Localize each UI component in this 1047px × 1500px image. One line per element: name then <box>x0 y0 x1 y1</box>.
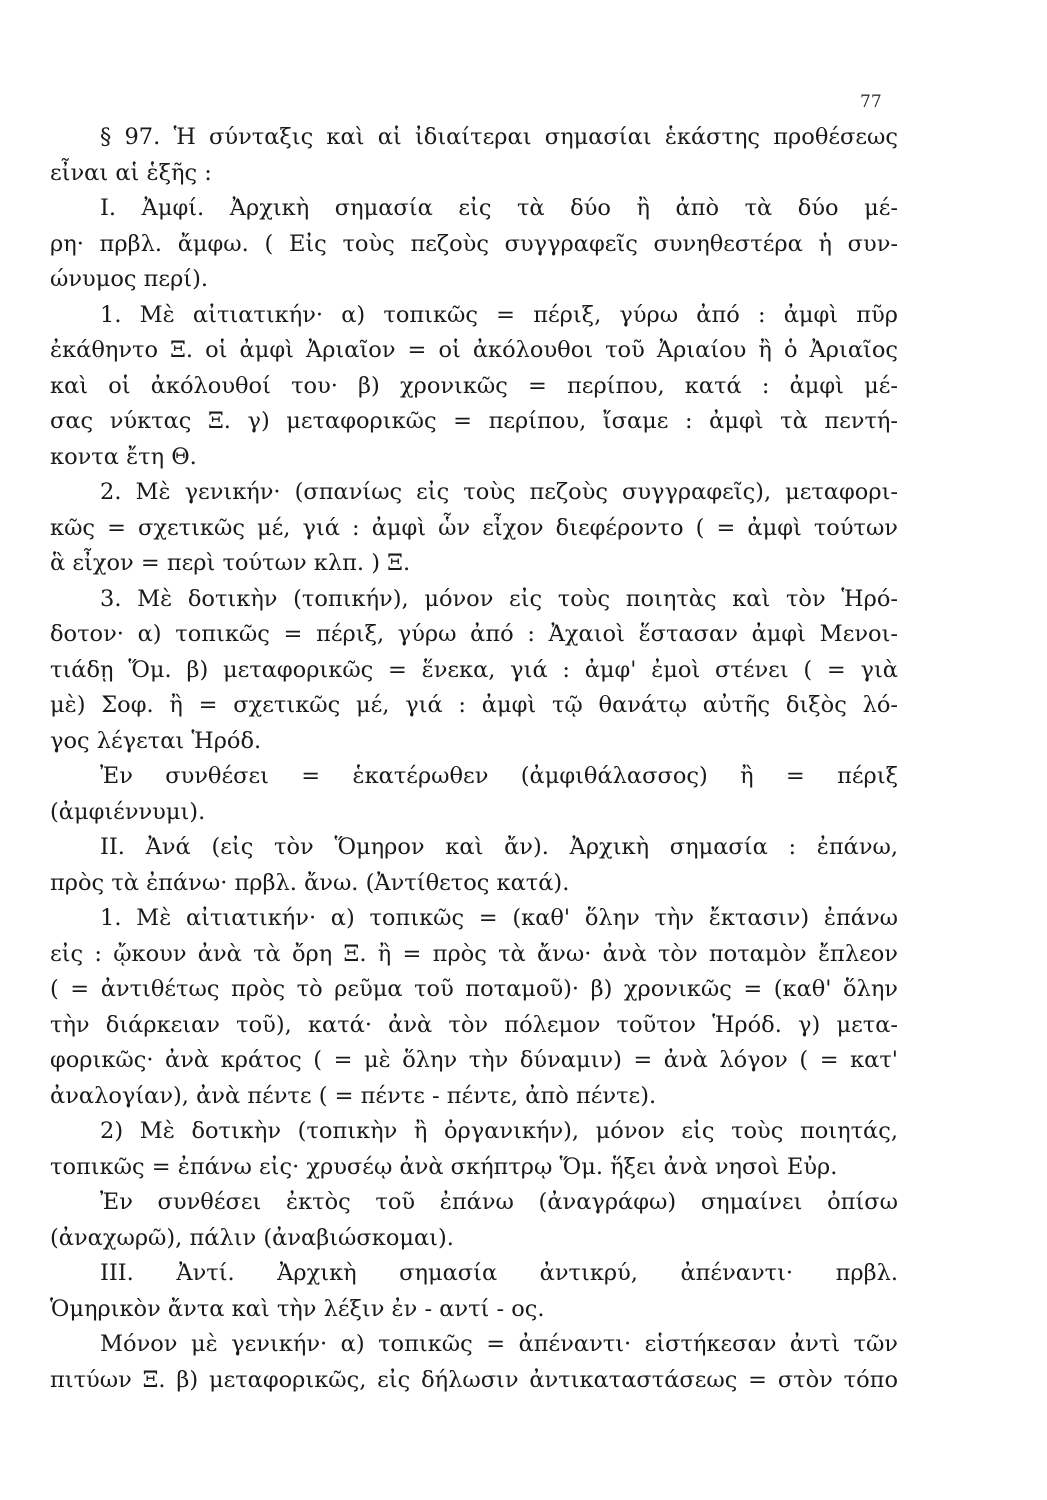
text-line: ἃ εἶχον = περὶ τούτων κλπ. ) Ξ. <box>50 550 411 576</box>
text-line: τὴν διάρκειαν τοῦ), κατά· ἀνὰ τὸν πόλεμον τοῦτον Ἡρόδ. γ) μετα- <box>50 1011 898 1038</box>
text-line: πρὸς τὰ ἐπάνω· πρβλ. ἄνω. (Ἀντίθετος κατά). <box>50 869 570 896</box>
text-line: ΙΙΙ. Ἀντί. Ἀρχικὴ σημασία ἀντικρύ, ἀπέναντι· πρβλ. <box>100 1260 898 1286</box>
text-line: εἰς : ᾤκουν ἀνὰ τὰ ὄρη Ξ. ἢ = πρὸς τὰ ἄνω· ἀνὰ τὸν ποταμὸν ἔπλεον <box>50 940 898 967</box>
text-line: κοντα ἔτη Θ. <box>50 443 197 470</box>
text-line: ἐκάθηντο Ξ. οἱ ἀμφὶ Ἀριαῖον = οἱ ἀκόλουθοι τοῦ Ἀριαίου ἢ ὁ Ἀριαῖος <box>50 337 898 363</box>
text-line: Ἐν συνθέσει ἐκτὸς τοῦ ἐπάνω (ἀναγράφω) σημαίνει ὀπίσω <box>100 1189 898 1215</box>
text-line: Ι. Ἀμφί. Ἀρχικὴ σημασία εἰς τὰ δύο ἢ ἀπὸ τὰ δύο μέ- <box>100 195 898 221</box>
text-line: 2. Μὲ γενικήν· (σπανίως εἰς τοὺς πεζοὺς συγγραφεῖς), μεταφορι- <box>100 479 898 505</box>
text-line: καὶ οἱ ἀκόλουθοί του· β) χρονικῶς = περίπου, κατά : ἀμφὶ μέ- <box>50 372 898 399</box>
text-line: ώνυμος περί). <box>50 266 209 292</box>
text-line: 1. Μὲ αἰτιατικήν· α) τοπικῶς = πέριξ, γύρω ἀπό : ἀμφὶ πῦρ <box>100 301 898 328</box>
text-line: Ὁμηρικὸν ἄντα καὶ τὴν λέξιν ἐν - αντί - ος. <box>50 1295 545 1322</box>
text-line: κῶς = σχετικῶς μέ, γιά : ἀμφὶ ὧν εἶχον διεφέροντο ( = ἀμφὶ τούτων <box>50 514 898 541</box>
text-line: ( = ἀντιθέτως πρὸς τὸ ρεῦμα τοῦ ποταμοῦ)· β) χρονικῶς = (καθ' ὅλην <box>50 976 898 1002</box>
text-line: 3. Μὲ δοτικὴν (τοπικήν), μόνον εἰς τοὺς ποιητὰς καὶ τὸν Ἡρό- <box>100 585 898 612</box>
page-body <box>50 120 898 1398</box>
text-line: πιτύων Ξ. β) μεταφορικῶς, εἰς δήλωσιν ἀντικαταστάσεως = στὸν τόπο <box>50 1366 898 1393</box>
text-line: φορικῶς· ἀνὰ κράτος ( = μὲ ὅλην τὴν δύναμιν) = ἀνὰ λόγον ( = κατ' <box>50 1047 898 1073</box>
text-line: 2) Μὲ δοτικὴν (τοπικὴν ἢ ὀργανικήν), μόνον εἰς τοὺς ποιητάς, <box>100 1118 898 1144</box>
text-line: § 97. Ἡ σύνταξις καὶ αἱ ἰδιαίτεραι σημασίαι ἑκάστης προθέσεως <box>100 124 898 150</box>
text-line: σας νύκτας Ξ. γ) μεταφορικῶς = περίπου, ἴσαμε : ἀμφὶ τὰ πεντή- <box>50 408 898 434</box>
text-line: ἀναλογίαν), ἀνὰ πέντε ( = πέντε - πέντε, ἀπὸ πέντε). <box>50 1082 657 1109</box>
text-line: δοτον· α) τοπικῶς = πέριξ, γύρω ἀπό : Ἀχαιοὶ ἕστασαν ἀμφὶ Μενοι- <box>50 621 898 647</box>
text-line: μὲ) Σοφ. ἢ = σχετικῶς μέ, γιά : ἀμφὶ τῷ θανάτῳ αὐτῆς διξὸς λό- <box>50 692 898 718</box>
text-line: τιάδῃ Ὅμ. β) μεταφορικῶς = ἕνεκα, γιά : ἀμφ' ἐμοὶ στένει ( = γιὰ <box>50 656 898 683</box>
text-line: ΙΙ. Ἀνά (εἰς τὸν Ὅμηρον καὶ ἄν). Ἀρχικὴ σημασία : ἐπάνω, <box>100 834 898 860</box>
text-line: Ἐν συνθέσει = ἑκατέρωθεν (ἀμφιθάλασσος) ἢ = πέριξ <box>100 763 898 789</box>
text-line: 1. Μὲ αἰτιατικήν· α) τοπικῶς = (καθ' ὅλην τὴν ἔκτασιν) ἐπάνω <box>100 905 898 931</box>
text-line: ρη· πρβλ. ἄμφω. ( Εἰς τοὺς πεζοὺς συγγραφεῖς συνηθεστέρα ἡ συν- <box>50 230 898 257</box>
text-line: Μόνον μὲ γενικήν· α) τοπικῶς = ἀπέναντι· εἱστήκεσαν ἀντὶ τῶν <box>100 1331 898 1357</box>
text-line: τοπικῶς = ἐπάνω εἰς· χρυσέῳ ἀνὰ σκήπτρῳ Ὅμ. ἥξει ἀνὰ νησοὶ Εὐρ. <box>50 1153 838 1180</box>
text-line: (ἀμφιέννυμι). <box>50 798 206 825</box>
text-line: (ἀναχωρῶ), πάλιν (ἀναβιώσκομαι). <box>50 1224 454 1251</box>
page-number: 77 <box>860 92 882 112</box>
text-line: εἶναι αἱ ἑξῆς : <box>50 159 212 186</box>
text-line: γος λέγεται Ἡρόδ. <box>50 727 262 754</box>
